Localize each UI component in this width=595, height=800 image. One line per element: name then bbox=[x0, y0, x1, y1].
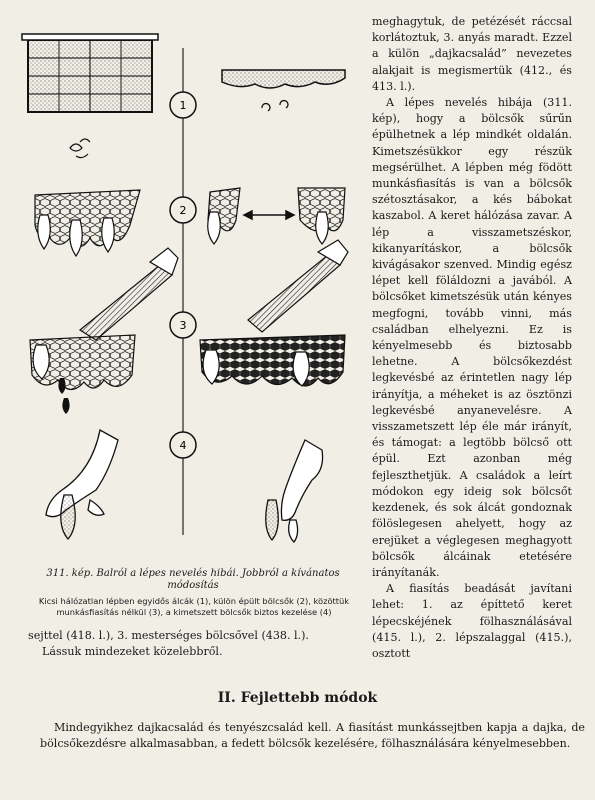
step-4-right-hand bbox=[266, 440, 323, 542]
right-column bbox=[372, 14, 572, 662]
figure-caption-body: Kicsi hálózatlan lépben egyidős álcák (1), külön épült bölcsők (2), közöttük munkásfiasítás nélkül (3), a kimetszett bölcsők biztos kezelése (4) bbox=[38, 596, 350, 617]
section-paragraph: Mindegyikhez dajkacsalád és tenyészcsalád kell. A fiasítást munkássejtben kapja a dajka, de bölcsőkezdésre alkalmasabban, a fedett bölcsők kezelésére, fölhasználására kényelmesebben. bbox=[40, 721, 585, 751]
larvae-right-1 bbox=[262, 101, 288, 111]
step-number-2: 2 bbox=[179, 204, 187, 217]
step-3-right-comb bbox=[200, 335, 345, 386]
left-continuation-line-1: sejttel (418. l.), 3. mesterséges bölcsővel (438. l.). bbox=[28, 629, 309, 642]
right-paragraph-1: meghagytuk, de petézését ráccsal korlátoztuk, 3. anyás maradt. Ezzel a külön „dajkacsalád” nevezetes alakjait is megismertük (412., és 413. l.). bbox=[372, 15, 572, 93]
step-3-left-knife bbox=[80, 248, 178, 340]
step-2-left-cells bbox=[35, 190, 140, 256]
larvae-left-1 bbox=[70, 139, 90, 158]
left-continuation-line-2: Lássuk mindezeket közelebbről. bbox=[42, 645, 223, 659]
step-2-right-cells bbox=[208, 188, 345, 244]
step-4-left-hand bbox=[46, 430, 118, 539]
step-number-1: 1 bbox=[179, 99, 187, 112]
step-number-3: 3 bbox=[179, 319, 187, 332]
right-paragraph-2: A lépes nevelés hibája (311. kép), hogy a bölcsők sűrűn épülhetnek a lép mindkét oldalán. Kimetszésükkor egy részük megsérülhet. A lépben még födött munkásfiasítás is van a bölcsők szétosztásakor, a kés bábokat kaszabol. A keret hálózása zavar. A lép a visszametszéskor, kikanyarításkor, a bölcsők kivágásakor szenved. Mindig egész lépet kell föláldozni a javából. A bölcsőket kimetszésük után kényes megfogni, tovább vinni, más családban elhelyezni. Ez is kényelmesebb és biztosabb lehetne. A bölcsőkezdést legkevésbé az érintetlen nagy lép irányítja, a méheket is az ösztönzi legkevésbé anyanevelésre. A visszametszett lép éle már irányít, és támogat: a legtöbb bölcső ott épül. Ezt azonban még fejleszthetjük. A családok a leírt módokon egy ideig sok bölcsőt kezdenek, és sok álcát gondoznak fölöslegesen ahelyett, hogy az erejüket a véglegesen meghagyott bölcsők álcáinak etetésére irányítanák. bbox=[372, 96, 572, 579]
left-continuation bbox=[28, 628, 373, 660]
step-3-right-knife bbox=[248, 240, 348, 332]
section-heading: II. Fejlettebb módok bbox=[217, 690, 378, 706]
double-arrow bbox=[244, 211, 294, 219]
step-1-right-strip bbox=[222, 70, 345, 88]
illustration bbox=[0, 0, 370, 575]
step-1-left-frame bbox=[22, 34, 158, 112]
right-paragraph-3: A fiasítás beadását javítani lehet: 1. az építtető keret lépecskéjének fölhasználásával (415. l.), 2. lépszalaggal (415.), osztott bbox=[372, 582, 572, 660]
step-number-4: 4 bbox=[179, 439, 187, 452]
step-3-left-comb bbox=[30, 335, 135, 414]
figure-caption-title: 311. kép. Balról a lépes nevelés hibái. Jobbról a kívánatos módosítás bbox=[46, 568, 340, 591]
